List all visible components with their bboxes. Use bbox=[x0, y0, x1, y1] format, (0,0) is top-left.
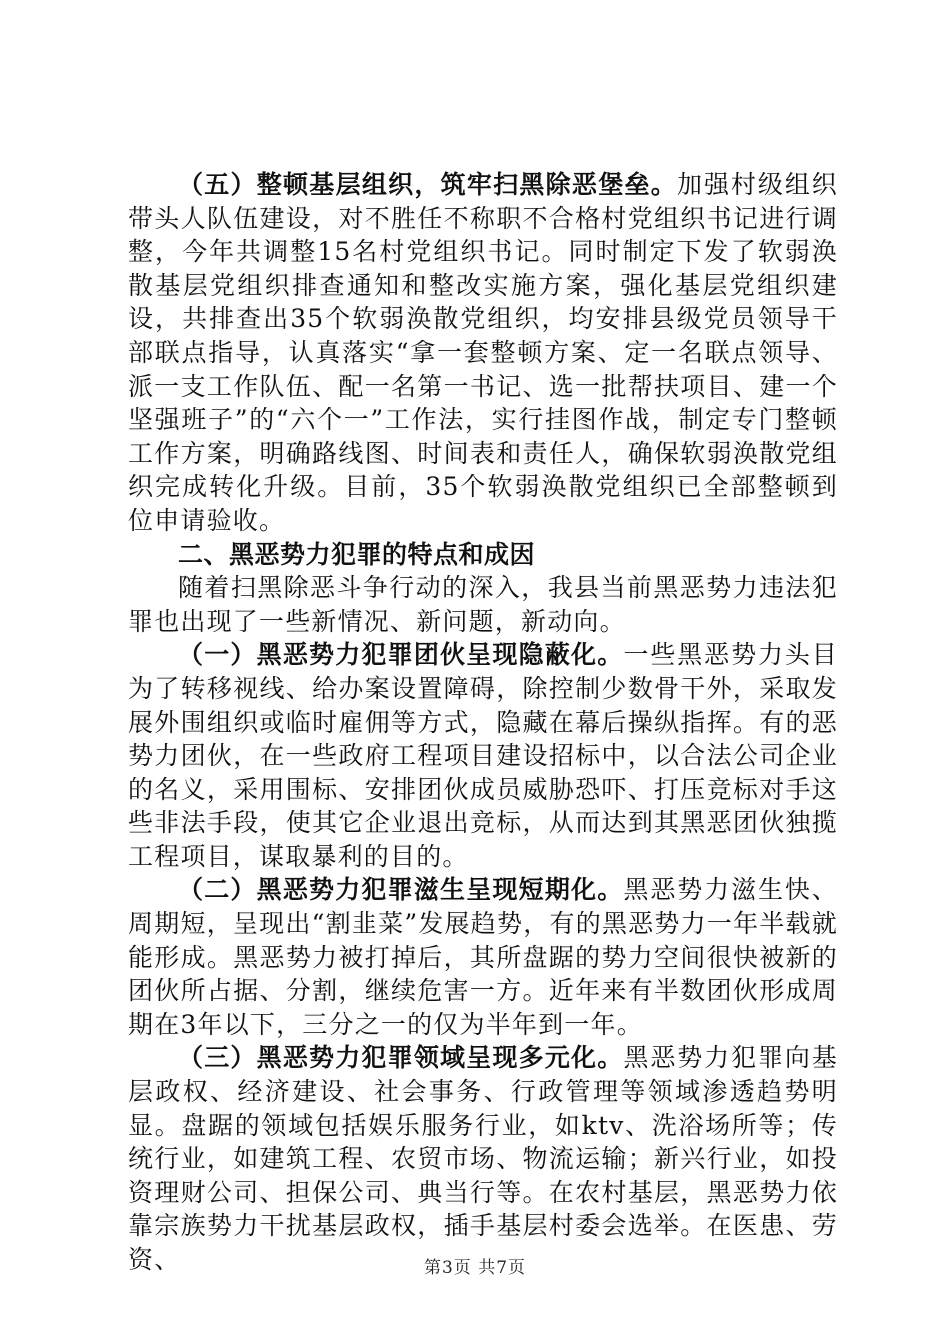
paragraph-point-1 bbox=[128, 638, 838, 873]
section-5-text: 加强村级组织带头人队伍建设，对不胜任不称职不合格村党组织书记进行调整，今年共调整15名村党组织书记。同时制定下发了软弱涣散基层党组织排查通知和整改实施方案，强化基层党组织建设，共排查出35个软弱涣散党组织，均安排县级党员领导干部联点指导，认真落实“拿一套整顿方案、定一名联点领导、派一支工作队伍、配一名第一书记、选一批帮扶项目、建一个坚强班子”的“六个一”工作法，实行挂图作战，制定专门整顿工作方案，明确路线图、时间表和责任人，确保软弱涣散党组织完成转化升级。目前，35个软弱涣散党组织已全部整顿到位申请验收。 bbox=[128, 170, 838, 535]
section-heading-2: 二、黑恶势力犯罪的特点和成因 bbox=[178, 539, 536, 569]
paragraph-section-5 bbox=[128, 168, 838, 538]
point-2-text: 黑恶势力滋生快、周期短，呈现出“割韭菜”发展趋势，有的黑恶势力一年半载就能形成。黑恶势力被打掉后，其所盘踞的势力空间很快被新的团伙所占据、分割，继续危害一方。近年来有半数团伙形成周期在3年以下，三分之一的仅为半年到一年。 bbox=[128, 875, 838, 1039]
paragraph-intro: 随着扫黑除恶斗争行动的深入，我县当前黑恶势力违法犯罪也出现了一些新情况、新问题，新动向。 bbox=[128, 573, 838, 636]
page-number-footer: 第3页 共7页 bbox=[423, 1258, 527, 1278]
point-2-heading: （二）黑恶势力犯罪滋生呈现短期化。 bbox=[178, 875, 624, 905]
document-body bbox=[128, 168, 838, 1277]
point-3-text: 黑恶势力犯罪向基层政权、经济建设、社会事务、行政管理等领域渗透趋势明显。盘踞的领域包括娱乐服务行业，如ktv、洗浴场所等；传统行业，如建筑工程、农贸市场、物流运输；新兴行业，如投资理财公司、担保公司、典当行等。在农村基层，黑恶势力依靠宗族势力干扰基层政权，插手基层村委会选举。在医患、劳资、 bbox=[128, 1043, 838, 1274]
point-1-text: 一些黑恶势力头目为了转移视线、给办案设置障碍，除控制少数骨干外，采取发展外围组织或临时雇佣等方式，隐藏在幕后操纵指挥。有的恶势力团伙，在一些政府工程项目建设招标中，以合法公司企业的名义，采用围标、安排团伙成员威胁恐吓、打压竞标对手这些非法手段，使其它企业退出竞标，从而达到其黑恶团伙独揽工程项目，谋取暴利的目的。 bbox=[128, 640, 838, 871]
point-1-heading: （一）黑恶势力犯罪团伙呈现隐蔽化。 bbox=[178, 640, 624, 670]
point-3-heading: （三）黑恶势力犯罪领域呈现多元化。 bbox=[178, 1043, 624, 1073]
paragraph-point-3 bbox=[128, 1041, 838, 1276]
section-5-heading: （五）整顿基层组织，筑牢扫黑除恶堡垒。 bbox=[178, 170, 677, 199]
paragraph-point-2 bbox=[128, 873, 838, 1041]
